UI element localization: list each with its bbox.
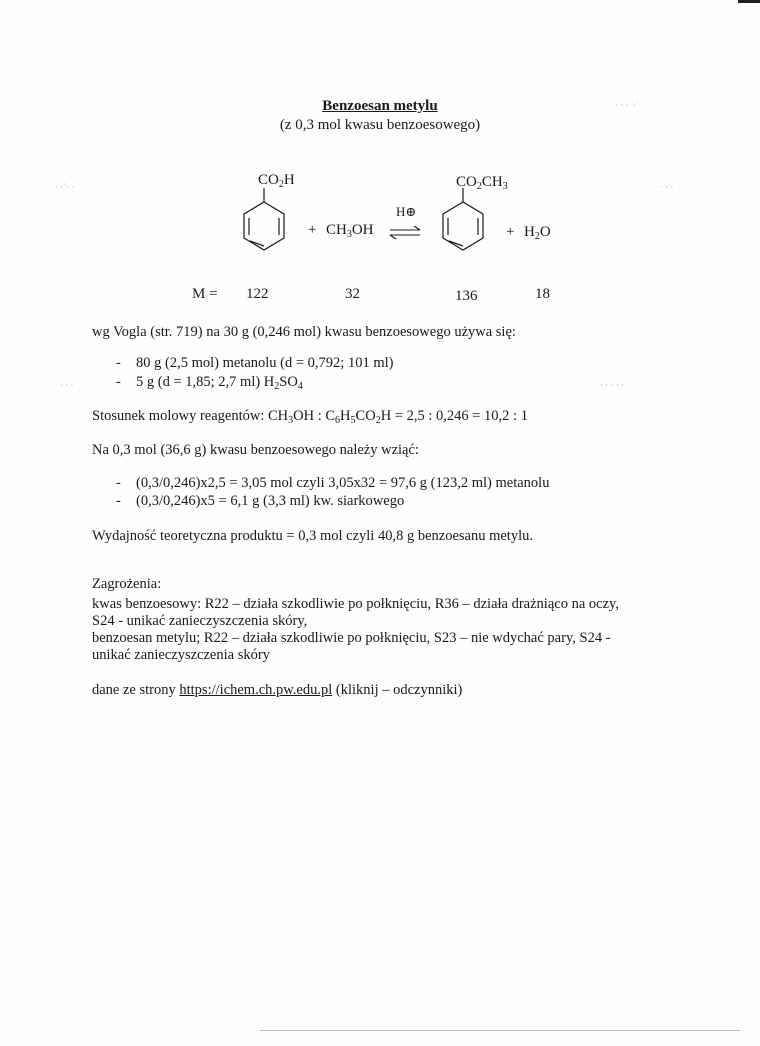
source-link[interactable]: https://ichem.ch.pw.edu.pl (179, 682, 333, 698)
scan-noise: · · · ·˙ (615, 100, 639, 110)
molar-mass-methanol: 32 (345, 286, 360, 302)
hazards-line: benzoesan metylu; R22 – działa szkodliwie po połknięciu, S23 – nie wdychać pary, S24 - (92, 630, 611, 646)
methyl-benzoate-ring (443, 188, 483, 250)
reactant2-methanol: $CH_3OH$ (326, 222, 374, 240)
catalyst-label: H⊕ (396, 204, 417, 219)
needed-intro: Na 0,3 mol (36,6 g) kwasu benzoesowego należy wziąć: (92, 442, 419, 458)
list-dash: - (116, 355, 121, 371)
hazards-line: unikać zanieczyszczenia skóry (92, 647, 270, 663)
plus-sign-2: + (506, 224, 515, 240)
molar-mass-label: M = (192, 286, 218, 302)
plus-sign-1: + (308, 222, 317, 238)
scan-noise: · · · · · (600, 380, 624, 390)
source-line (92, 682, 462, 699)
hazards-line: kwas benzoesowy: R22 – działa szkodliwie po połknięciu, R36 – działa drażniąco na oczy, (92, 596, 619, 612)
reactant1-group: $CO_2H$ (258, 172, 295, 190)
list-dash: - (116, 475, 121, 491)
theoretical-yield: Wydajność teoretyczna produktu = 0,3 mol czyli 40,8 g benzoesanu metylu. (92, 528, 533, 544)
page-title: Benzoesan metylu (322, 98, 438, 114)
reaction-scheme (220, 160, 580, 280)
source-suffix: (kliknij – odczynniki) (335, 682, 463, 698)
molar-mass-benzoic-acid: 122 (246, 286, 269, 302)
needed-item-sulfuric-acid: (0,3/0,246)x5 = 6,1 g (3,3 ml) kw. siarkowego (136, 493, 405, 509)
scan-noise: · · · (660, 182, 674, 192)
list-dash: - (116, 493, 121, 509)
scan-bottom-line (260, 1030, 740, 1031)
scan-corner-mark (738, 0, 760, 3)
equilibrium-arrow (390, 226, 420, 239)
page-subtitle: (z 0,3 mol kwasu benzoesowego) (279, 117, 481, 133)
molar-ratio-line: Stosunek molowy reagentów: $CH_3OH$ : $C_6H_5CO_2H = 2,5$ : 0,246 = 10,2 : 1 (92, 408, 528, 426)
molar-mass-methyl-benzoate: 136 (455, 288, 478, 304)
list-dash: - (116, 374, 121, 390)
scan-noise: · · · (60, 380, 74, 390)
source-prefix: dane ze strony (92, 682, 176, 698)
vogel-item-methanol: 80 g (2,5 mol) metanolu (d = 0,792; 101 ml) (136, 355, 394, 371)
product2-water: $H_2O$ (524, 224, 551, 242)
hazards-line: S24 - unikać zanieczyszczenia skóry, (92, 613, 308, 629)
molar-mass-water: 18 (535, 286, 550, 302)
benzoic-acid-ring (244, 188, 284, 250)
hazards-heading: Zagrożenia: (92, 576, 162, 592)
vogel-item-sulfuric-acid: 5 g (d = 1,85; 2,7 ml) $H_2SO_4$ (136, 374, 303, 392)
needed-item-methanol: (0,3/0,246)x2,5 = 3,05 mol czyli 3,05x32 = 97,6 g (123,2 ml) metanolu (136, 475, 550, 491)
vogel-intro: wg Vogla (str. 719) na 30 g (0,246 mol) kwasu benzoesowego używa się: (92, 324, 516, 340)
product1-group: $CO_2CH_3$ (456, 174, 508, 192)
scan-noise: · ·˙· · (55, 182, 75, 192)
